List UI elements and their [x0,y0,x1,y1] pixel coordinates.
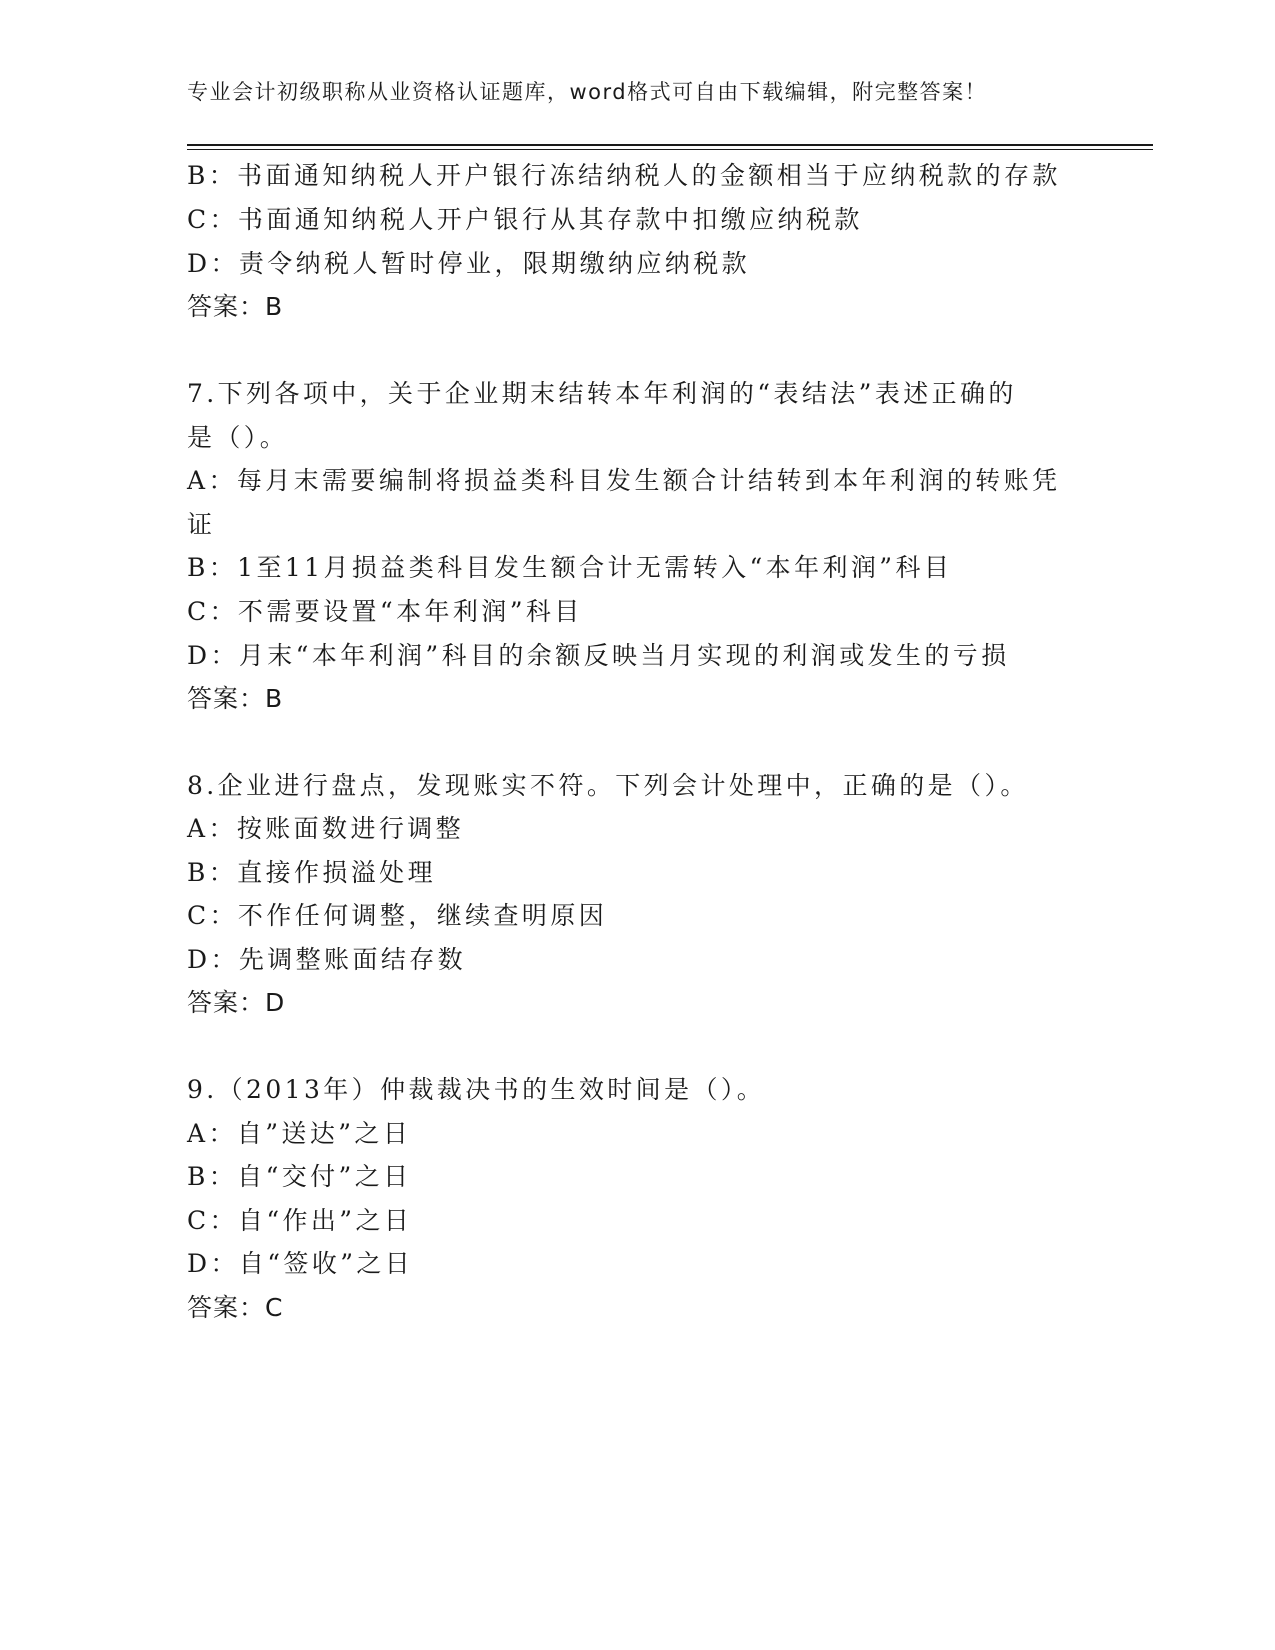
option-d: D：先调整账面结存数 [187,945,467,974]
option-d: D：自“签收”之日 [187,1249,414,1278]
answer: 答案：B [187,292,284,321]
answer: 答案：C [187,1293,284,1322]
option-c: C：不作任何调整，继续查明原因 [187,901,608,930]
question-stem: 7.下列各项中，关于企业期末结转本年利润的“表结法”表述正确的 [187,379,1017,408]
question-stem: 8.企业进行盘点，发现账实不符。下列会计处理中，正确的是（）。 [187,771,1029,800]
option-a: A：每月末需要编制将损益类科目发生额合计结转到本年利润的转账凭 [187,466,1061,495]
question-stem: 是（）。 [187,423,289,452]
option-d: D：月末“本年利润”科目的余额反映当月实现的利润或发生的亏损 [187,641,1010,670]
option-b: B：自“交付”之日 [187,1162,412,1191]
option-b: B：1至11月损益类科目发生额合计无需转入“本年利润”科目 [187,553,953,582]
option-c: C：不需要设置“本年利润”科目 [187,597,583,626]
option-d: D：责令纳税人暂时停业，限期缴纳应纳税款 [187,249,751,278]
option-b: B：书面通知纳税人开户银行冻结纳税人的金额相当于应纳税款的存款 [187,161,1061,190]
answer: 答案：D [187,988,286,1017]
option-a-continued: 证 [187,510,216,539]
option-c: C：书面通知纳税人开户银行从其存款中扣缴应纳税款 [187,205,863,234]
question-stem: 9.（2013年）仲裁裁决书的生效时间是（）。 [187,1075,766,1104]
option-a: A：自”送达”之日 [187,1119,412,1148]
option-c: C：自“作出”之日 [187,1206,413,1235]
answer: 答案：B [187,684,284,713]
option-a: A：按账面数进行调整 [187,814,465,843]
page-header: 专业会计初级职称从业资格认证题库，word格式可自由下载编辑，附完整答案！ [187,80,988,104]
option-b: B：直接作损溢处理 [187,858,436,887]
header-divider [187,144,1153,150]
